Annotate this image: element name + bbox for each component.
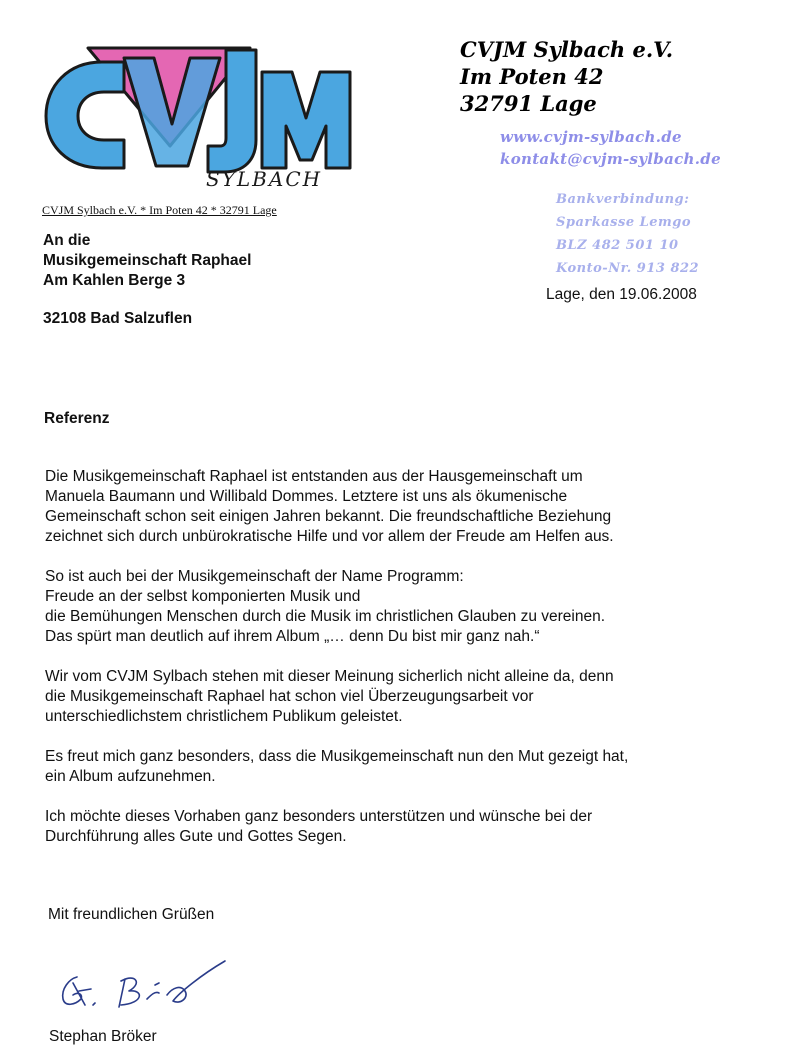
logo-letter-c [46, 62, 124, 168]
body-line: unterschiedlichstem christlichem Publikum geleistet. [45, 708, 403, 725]
body-line: Manuela Baumann und Willibald Dommes. Letztere ist uns als ökumenische [45, 488, 568, 505]
sender-street: Im Poten 42 [460, 64, 604, 89]
email-link[interactable]: kontakt@cvjm-sylbach.de [500, 150, 721, 168]
body-line: die Musikgemeinschaft Raphael hat schon viel Überzeugungsarbeit vor [45, 688, 534, 705]
cvjm-logo [40, 28, 360, 193]
body-line: Durchführung alles Gute und Gottes Segen. [45, 828, 347, 845]
logo-letter-m [262, 72, 350, 168]
sender-block [460, 36, 673, 117]
body-line: die Bemühungen Menschen durch die Musik im christlichen Glauben zu vereinen. [45, 608, 606, 625]
bank-heading: Bankverbindung: [556, 192, 690, 207]
contact-block [500, 126, 721, 170]
body-line: So ist auch bei der Musikgemeinschaft der Name Programm: [45, 568, 464, 585]
body-paragraph [45, 807, 765, 847]
return-address: CVJM Sylbach e.V. * Im Poten 42 * 32791 Lage [42, 203, 277, 217]
recipient-line2: Musikgemeinschaft Raphael [43, 252, 252, 269]
body-line: Wir vom CVJM Sylbach stehen mit dieser Meinung sicherlich nicht alleine da, denn [45, 668, 614, 685]
body-paragraph [45, 467, 765, 547]
logo-subtitle: SYLBACH [206, 167, 323, 191]
recipient-line1: An die [43, 232, 91, 249]
signer-name: Stephan Bröker [49, 1028, 157, 1045]
body-line: Die Musikgemeinschaft Raphael ist entstanden aus der Hausgemeinschaft um [45, 468, 583, 485]
body-line: Gemeinschaft schon seit einigen Jahren bekannt. Die freundschaftliche Beziehung [45, 508, 612, 525]
body-line: Es freut mich ganz besonders, dass die Musikgemeinschaft nun den Mut gezeigt hat, [45, 748, 629, 765]
sender-name: CVJM Sylbach e.V. [460, 37, 674, 62]
bank-details [556, 188, 699, 280]
body-line: zeichnet sich durch unbürokratische Hilfe und vor allem der Freude am Helfen aus. [45, 528, 614, 545]
letter-date: Lage, den 19.06.2008 [546, 286, 697, 303]
body-line: Das spürt man deutlich auf ihrem Album „… denn Du bist mir ganz nah.“ [45, 628, 540, 645]
bank-account: Konto-Nr. 913 822 [556, 261, 700, 276]
recipient-line3: Am Kahlen Berge 3 [43, 272, 186, 289]
recipient-address [43, 231, 251, 329]
body-line: Ich möchte dieses Vorhaben ganz besonders unterstützen und wünsche bei der [45, 808, 593, 825]
bank-blz: BLZ 482 501 10 [556, 238, 679, 253]
sender-city: 32791 Lage [460, 91, 597, 116]
body-line: Freude an der selbst komponierten Musik und [45, 588, 361, 605]
letter-body [45, 467, 765, 867]
recipient-line4: 32108 Bad Salzuflen [43, 310, 193, 327]
bank-name: Sparkasse Lemgo [556, 215, 692, 230]
body-line: ein Album aufzunehmen. [45, 768, 216, 785]
body-paragraph [45, 567, 765, 647]
letter-subject: Referenz [44, 410, 110, 427]
body-paragraph [45, 747, 765, 787]
website-link[interactable]: www.cvjm-sylbach.de [500, 128, 682, 146]
body-paragraph [45, 667, 765, 727]
handwritten-signature [55, 955, 230, 1015]
letter-closing: Mit freundlichen Grüßen [48, 906, 215, 923]
